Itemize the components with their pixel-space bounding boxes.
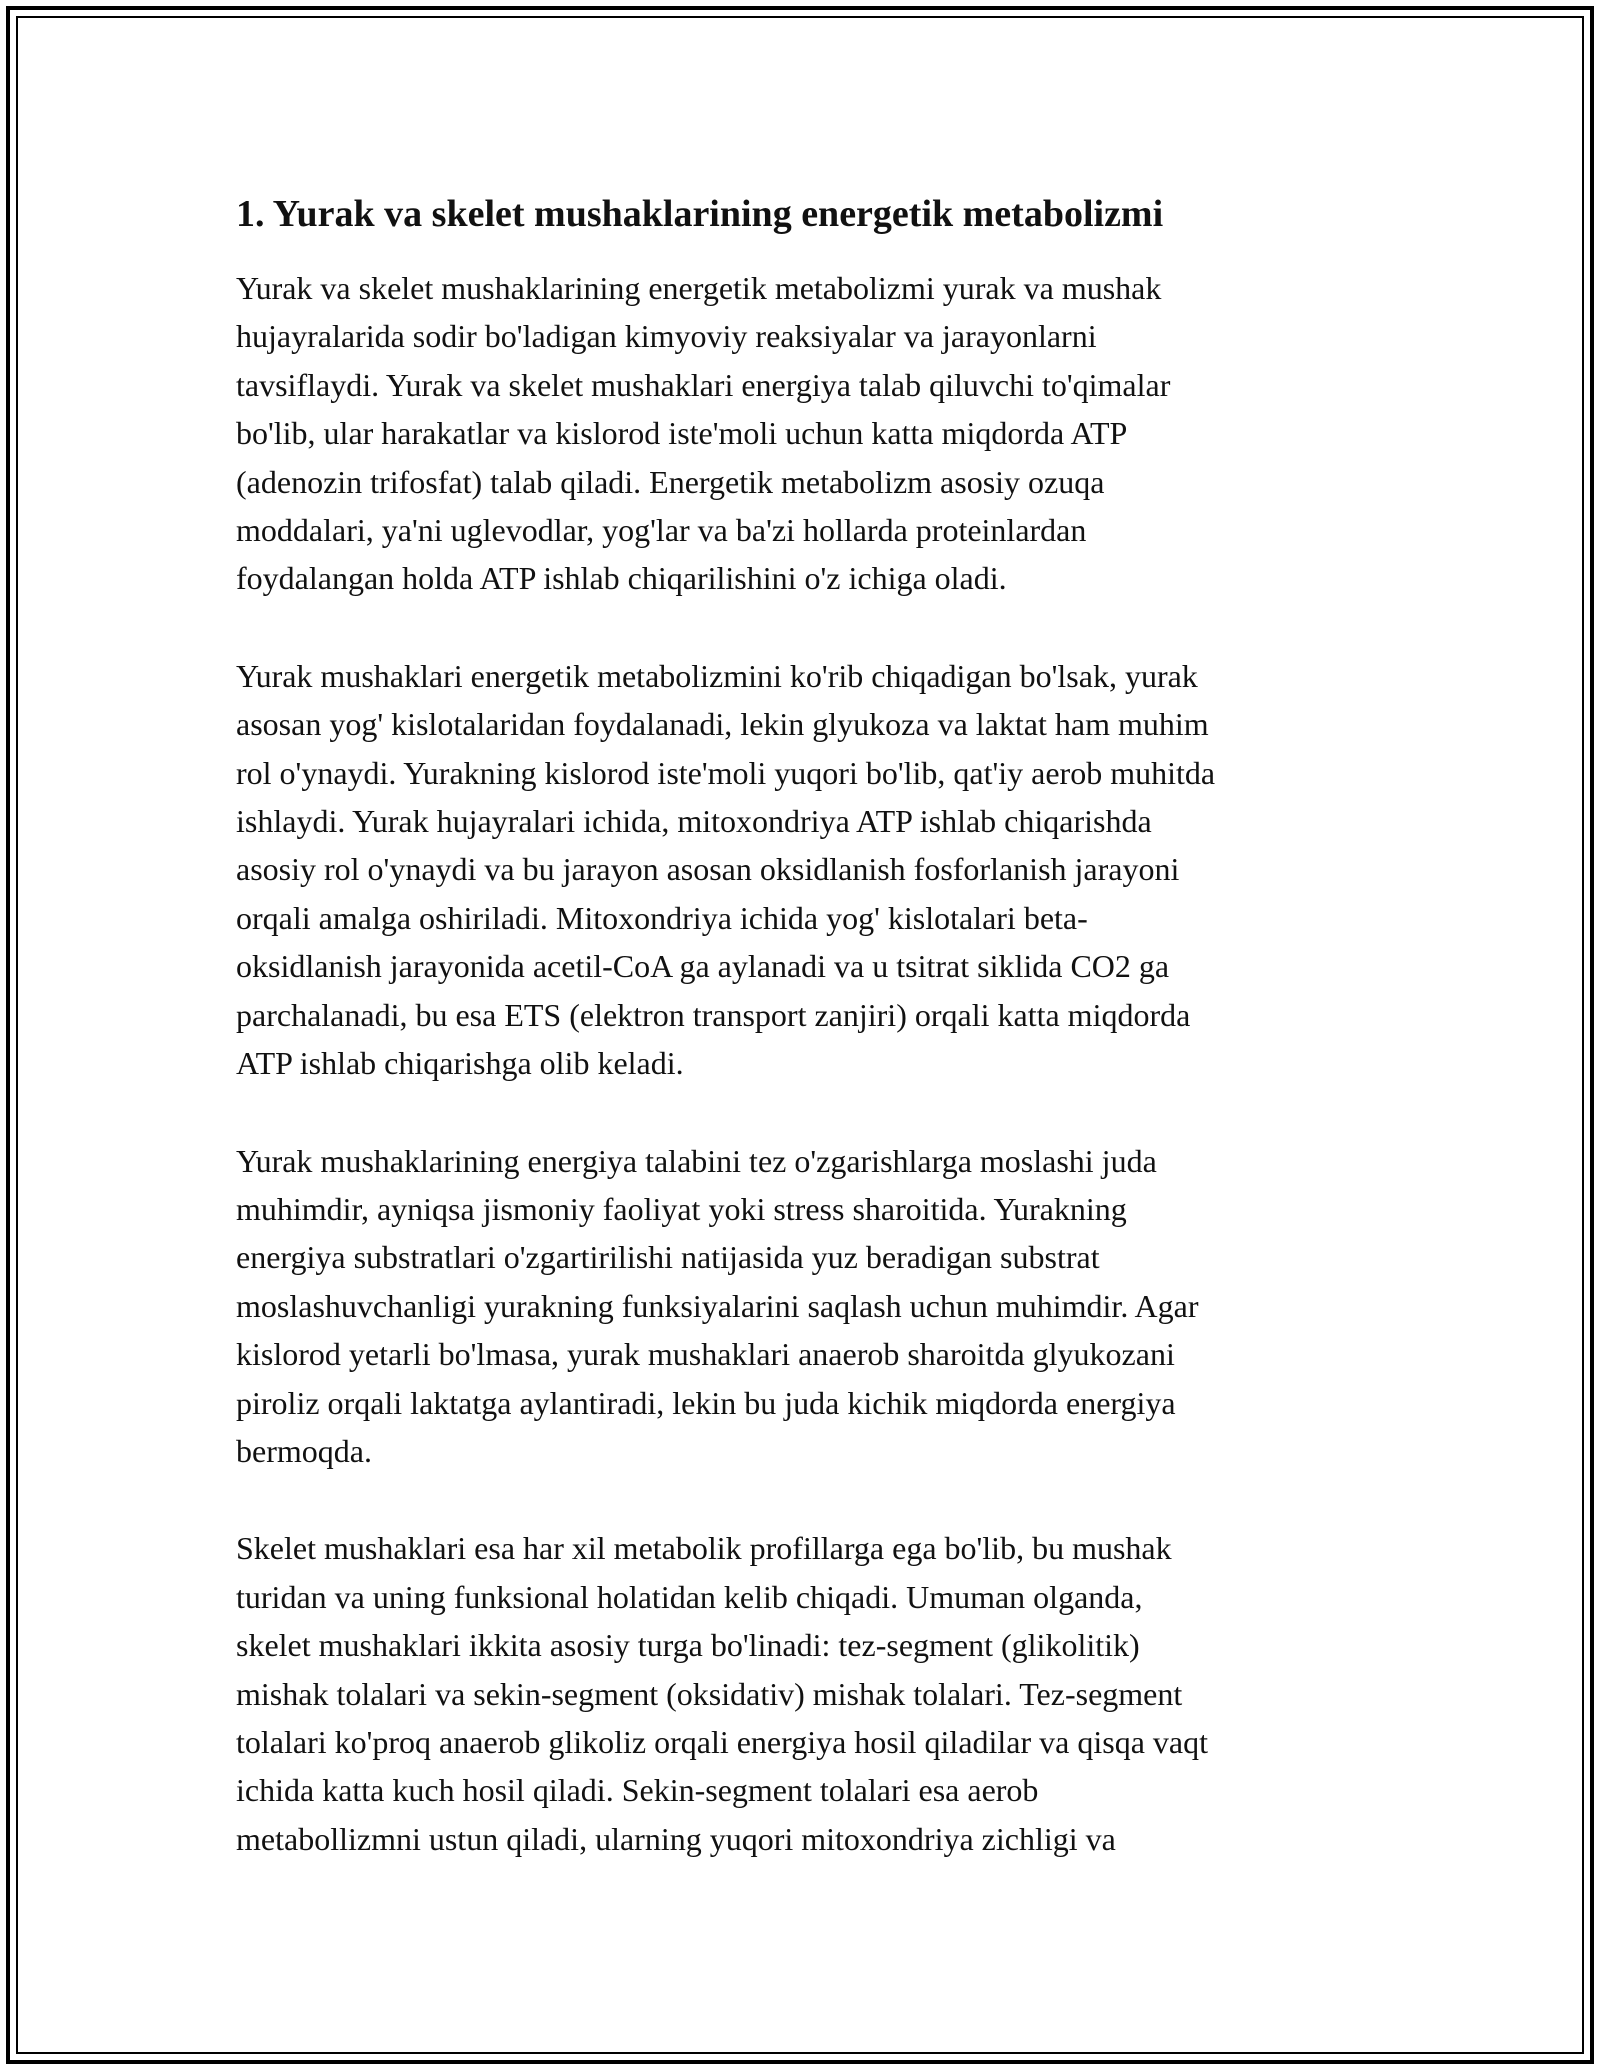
- paragraph-line: asosan yog' kislotalaridan foydalanadi, lekin glyukoza va laktat ham muhim: [236, 706, 1209, 743]
- paragraph-line: mishak tolalari va sekin-segment (oksidativ) mishak tolalari. Tez-segment: [236, 1675, 1183, 1712]
- paragraph-line: Skelet mushaklari esa har xil metabolik profillarga ega bo'lib, bu mushak: [236, 1530, 1172, 1567]
- paragraph: [236, 1137, 1376, 1476]
- paragraph-line: ishlaydi. Yurak hujayralari ichida, mitoxondriya ATP ishlab chiqarishda: [236, 803, 1152, 840]
- paragraph-line: moddalari, ya'ni uglevodlar, yog'lar va ba'zi hollarda proteinlardan: [236, 512, 1087, 549]
- paragraph-line: oksidlanish jarayonida acetil-CoA ga aylanadi va u tsitrat siklida CO2 ga: [236, 948, 1170, 985]
- paragraph-line: orqali amalga oshiriladi. Mitoxondriya ichida yog' kislotalari beta-: [236, 899, 1088, 936]
- paragraph-line: moslashuvchanligi yurakning funksiyalarini saqlash uchun muhimdir. Agar: [236, 1287, 1199, 1324]
- paragraph-line: muhimdir, ayniqsa jismoniy faoliyat yoki stress sharoitida. Yurakning: [236, 1190, 1127, 1227]
- paragraph-line: Yurak mushaklarining energiya talabini tez o'zgarishlarga moslashi juda: [236, 1142, 1157, 1179]
- paragraph-line: Yurak va skelet mushaklarining energetik metabolizmi yurak va mushak: [236, 270, 1162, 306]
- paragraph: [236, 264, 1376, 603]
- section-heading: 1. Yurak va skelet mushaklarining energetik metabolizmi: [236, 193, 1164, 235]
- paragraph-line: parchalanadi, bu esa ETS (elektron transport zanjiri) orqali katta miqdorda: [236, 996, 1191, 1033]
- paragraph-line: ichida katta kuch hosil qiladi. Sekin-segment tolalari esa aerob: [236, 1772, 1039, 1809]
- paragraph-line: kislorod yetarli bo'lmasa, yurak mushaklari anaerob sharoitda glyukozani: [236, 1336, 1175, 1373]
- paragraph-line: energiya substratlari o'zgartirilishi natijasida yuz beradigan substrat: [236, 1239, 1100, 1276]
- paragraph: [236, 652, 1376, 1088]
- paragraph-line: bo'lib, ular harakatlar va kislorod iste'moli uchun katta miqdorda ATP: [236, 415, 1128, 452]
- document-body: [236, 188, 1376, 1912]
- paragraph-line: tavsiflaydi. Yurak va skelet mushaklari energiya talab qiluvchi to'qimalar: [236, 366, 1171, 403]
- paragraph: [236, 1524, 1376, 1863]
- paragraph-line: foydalangan holda ATP ishlab chiqarilishini o'z ichiga oladi.: [236, 560, 1007, 597]
- paragraph-line: Yurak mushaklari energetik metabolizmini ko'rib chiqadigan bo'lsak, yurak: [236, 657, 1198, 694]
- paragraph-line: skelet mushaklari ikkita asosiy turga bo'linadi: tez-segment (glikolitik): [236, 1627, 1140, 1664]
- paragraph-line: ATP ishlab chiqarishga olib keladi.: [236, 1045, 684, 1082]
- paragraph-line: asosiy rol o'ynaydi va bu jarayon asosan oksidlanish fosforlanish jarayoni: [236, 851, 1180, 888]
- paragraph-line: hujayralarida sodir bo'ladigan kimyoviy reaksiyalar va jarayonlarni: [236, 318, 1097, 355]
- paragraph-line: rol o'ynaydi. Yurakning kislorod iste'moli yuqori bo'lib, qat'iy aerob muhitda: [236, 754, 1216, 791]
- paragraph-line: piroliz orqali laktatga aylantiradi, lekin bu juda kichik miqdorda energiya: [236, 1384, 1176, 1421]
- paragraph-line: (adenozin trifosfat) talab qiladi. Energetik metabolizm asosiy ozuqa: [236, 463, 1105, 500]
- paragraph-line: tolalari ko'proq anaerob glikoliz orqali energiya hosil qiladilar va qisqa vaqt: [236, 1723, 1208, 1760]
- paragraph-line: metabollizmni ustun qiladi, ularning yuqori mitoxondriya zichligi va: [236, 1820, 1116, 1857]
- paragraph-line: bermoqda.: [236, 1432, 372, 1469]
- paragraph-container: [236, 264, 1376, 1863]
- paragraph-line: turidan va uning funksional holatidan kelib chiqadi. Umuman olganda,: [236, 1578, 1143, 1615]
